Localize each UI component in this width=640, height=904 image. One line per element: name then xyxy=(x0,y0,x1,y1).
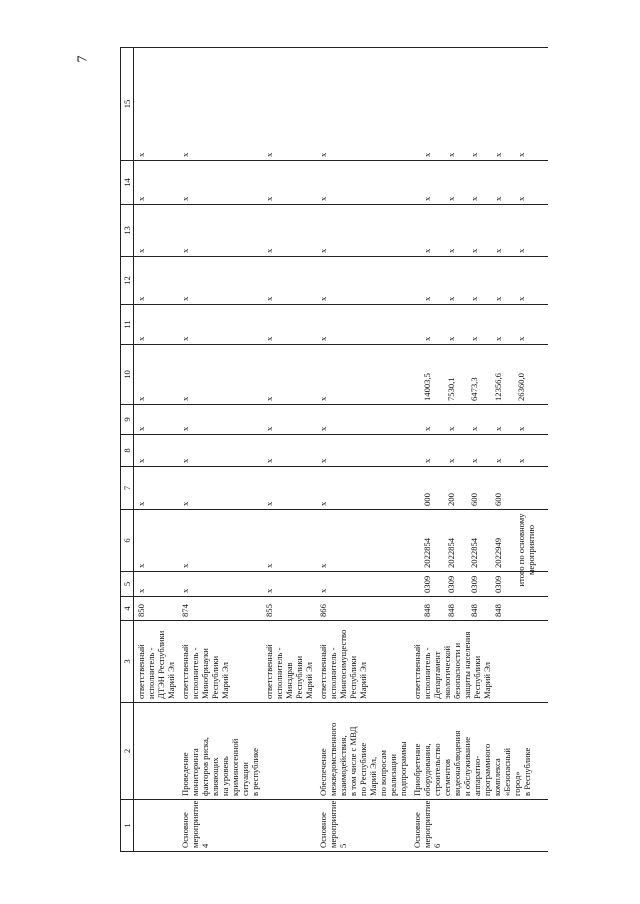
cell-value xyxy=(410,257,548,305)
value-line: х xyxy=(445,152,456,157)
budget-table xyxy=(120,47,548,852)
grbs-line: 848 xyxy=(469,604,480,617)
value-line: х xyxy=(469,152,480,157)
grbs-line: 848 xyxy=(445,604,456,617)
table-row xyxy=(316,48,410,852)
column-header: 10 xyxy=(121,345,134,405)
cell-grbs: 850 xyxy=(134,597,179,621)
column-header: 1 xyxy=(121,800,134,852)
cell-executor: ответственный исполнитель - ДТЭН Республики Марий Эл xyxy=(134,621,179,703)
cell-value xyxy=(410,48,548,161)
csr-line: 2022949 xyxy=(492,537,503,568)
cell-value: х xyxy=(262,257,316,305)
cell-value: х xyxy=(316,405,410,435)
cell-csr: х xyxy=(262,510,316,572)
cell-value: х xyxy=(316,435,410,467)
cell-description: Обеспечение межведомственного взаимодействия, в том числе с МВД по Республике Марий Эл, по вопросам реализации подпрограммы xyxy=(316,703,410,800)
cell-event xyxy=(262,800,316,852)
table-row xyxy=(178,48,262,852)
value-line: х xyxy=(516,426,527,431)
cell-value: х xyxy=(134,345,179,405)
value-line: х xyxy=(445,196,456,201)
cell-value: х xyxy=(178,405,262,435)
cell-vr: х xyxy=(178,467,262,510)
value-line: х xyxy=(516,248,527,253)
cell-value: х xyxy=(316,205,410,257)
vr-line: 600 xyxy=(492,493,503,506)
cell-value: х xyxy=(134,305,179,345)
cell-event xyxy=(134,800,179,852)
value-line: х xyxy=(469,248,480,253)
rotated-table-container xyxy=(120,48,537,852)
cell-value xyxy=(410,405,548,435)
column-header: 12 xyxy=(121,257,134,305)
value-line: х xyxy=(469,458,480,463)
cell-value: х xyxy=(316,48,410,161)
cell-rzpr: х xyxy=(178,572,262,597)
amount-line: 12356,6 xyxy=(492,373,503,401)
vr-line: 200 xyxy=(445,493,456,506)
value-line: х xyxy=(492,196,503,201)
value-line: х xyxy=(469,426,480,431)
cell-amount xyxy=(410,345,548,405)
value-line: х xyxy=(516,196,527,201)
cell-value: х xyxy=(262,435,316,467)
value-line: х xyxy=(469,196,480,201)
value-line: х xyxy=(445,458,456,463)
column-header: 15 xyxy=(121,48,134,161)
column-header: 14 xyxy=(121,161,134,205)
cell-value xyxy=(410,161,548,205)
cell-value xyxy=(410,435,548,467)
column-header: 9 xyxy=(121,405,134,435)
value-line: х xyxy=(492,152,503,157)
cell-csr: х xyxy=(178,510,262,572)
total-label: итого по основному мероприятию xyxy=(516,513,537,587)
cell-description: Проведение мониторинга факторов риска, влияющих на уровень криминогенной ситуации в республике xyxy=(178,703,262,800)
cell-value: х xyxy=(134,205,179,257)
column-header: 3 xyxy=(121,621,134,703)
cell-grbs: 866 xyxy=(316,597,410,621)
rzpr-line: 0309 xyxy=(492,575,503,593)
cell-value: х xyxy=(134,405,179,435)
column-header: 11 xyxy=(121,305,134,345)
value-line: х xyxy=(516,152,527,157)
grbs-line: 848 xyxy=(492,604,503,617)
cell-value: х xyxy=(316,345,410,405)
value-line: х xyxy=(422,296,432,301)
cell-value: х xyxy=(178,257,262,305)
cell-csr: х xyxy=(134,510,179,572)
cell-executor: ответственный исполнитель - Минздрав Республики Марий Эл xyxy=(262,621,316,703)
grbs-line: 848 xyxy=(422,604,432,617)
value-line: х xyxy=(516,336,527,341)
cell-value: х xyxy=(262,345,316,405)
cell-value: х xyxy=(262,161,316,205)
cell-csr: х xyxy=(316,510,410,572)
value-line: х xyxy=(445,248,456,253)
table-row xyxy=(134,48,179,852)
cell-vr: х xyxy=(134,467,179,510)
value-line: х xyxy=(492,336,503,341)
cell-description: Приобретение оборудования, строительство сегментов видеонаблюдения и обслуживание аппаратно- программного комплекса «Безопасный город» в Республике xyxy=(410,703,548,800)
cell-description xyxy=(262,703,316,800)
cell-value: х xyxy=(262,405,316,435)
cell-value xyxy=(410,205,548,257)
value-line: х xyxy=(516,458,527,463)
cell-executor: ответственный исполнитель - Департамент экологической безопасности и защиты населения Республики Марий Эл xyxy=(410,621,548,703)
cell-executor: ответственный исполнитель - Минобрнауки Республики Марий Эл xyxy=(178,621,262,703)
vr-line: 600 xyxy=(469,493,480,506)
cell-value: х xyxy=(316,161,410,205)
value-line: х xyxy=(422,196,432,201)
value-line: х xyxy=(422,248,432,253)
value-line: х xyxy=(492,296,503,301)
cell-description xyxy=(134,703,179,800)
cell-value: х xyxy=(316,257,410,305)
cell-grbs: 874 xyxy=(178,597,262,621)
column-header: 5 xyxy=(121,572,134,597)
csr-line: 2022854 xyxy=(445,537,456,568)
table-row xyxy=(262,48,316,852)
rzpr-line: 0309 xyxy=(469,575,480,593)
cell-value xyxy=(410,305,548,345)
value-line: х xyxy=(445,296,456,301)
cell-rzpr: х xyxy=(316,572,410,597)
vr-line: 000 xyxy=(422,493,432,506)
amount-line: 26360,0 xyxy=(516,373,527,401)
value-line: х xyxy=(445,426,456,431)
cell-value: х xyxy=(178,305,262,345)
column-header: 2 xyxy=(121,703,134,800)
column-header: 6 xyxy=(121,510,134,572)
amount-line: 14003,5 xyxy=(422,373,432,401)
value-line: х xyxy=(469,296,480,301)
table-row xyxy=(410,48,548,852)
value-line: х xyxy=(422,152,432,157)
cell-vr: х xyxy=(316,467,410,510)
cell-value: х xyxy=(316,305,410,345)
cell-rzpr: х xyxy=(134,572,179,597)
csr-line: 2022854 xyxy=(422,537,432,568)
cell-vr xyxy=(410,467,548,510)
cell-value: х xyxy=(178,435,262,467)
value-line: х xyxy=(422,336,432,341)
cell-event: Основное мероприятие 6 xyxy=(410,800,548,852)
column-header: 7 xyxy=(121,467,134,510)
column-header: 4 xyxy=(121,597,134,621)
cell-grbs xyxy=(410,597,548,621)
cell-event: Основное мероприятие 5 xyxy=(316,800,410,852)
cell-value: х xyxy=(178,205,262,257)
rzpr-line: 0309 xyxy=(445,575,456,593)
value-line: х xyxy=(492,458,503,463)
column-header: 13 xyxy=(121,205,134,257)
cell-value: х xyxy=(134,435,179,467)
cell-value: х xyxy=(262,48,316,161)
cell-value: х xyxy=(262,205,316,257)
value-line: х xyxy=(445,336,456,341)
value-line: х xyxy=(516,296,527,301)
cell-executor: ответственный исполнитель - Мингосимущество Республики Марий Эл xyxy=(316,621,410,703)
value-line: х xyxy=(422,458,432,463)
rzpr-line: 0309 xyxy=(422,575,432,593)
cell-value: х xyxy=(262,305,316,345)
cell-value: х xyxy=(134,48,179,161)
cell-value: х xyxy=(134,257,179,305)
cell-value: х xyxy=(134,161,179,205)
cell-vr: х xyxy=(262,467,316,510)
amount-line: 6473,3 xyxy=(469,377,480,401)
cell-value: х xyxy=(178,161,262,205)
cell-rzpr: х xyxy=(262,572,316,597)
cell-event: Основное мероприятие 4 xyxy=(178,800,262,852)
cell-value: х xyxy=(178,345,262,405)
header-row xyxy=(121,48,134,852)
value-line: х xyxy=(469,336,480,341)
cell-value: х xyxy=(178,48,262,161)
value-line: х xyxy=(422,426,432,431)
page-number: 7 xyxy=(75,55,91,63)
value-line: х xyxy=(492,248,503,253)
cell-grbs: 855 xyxy=(262,597,316,621)
amount-line: 7530,1 xyxy=(445,377,456,401)
value-line: х xyxy=(492,426,503,431)
csr-line: 2022854 xyxy=(469,537,480,568)
column-header: 8 xyxy=(121,435,134,467)
